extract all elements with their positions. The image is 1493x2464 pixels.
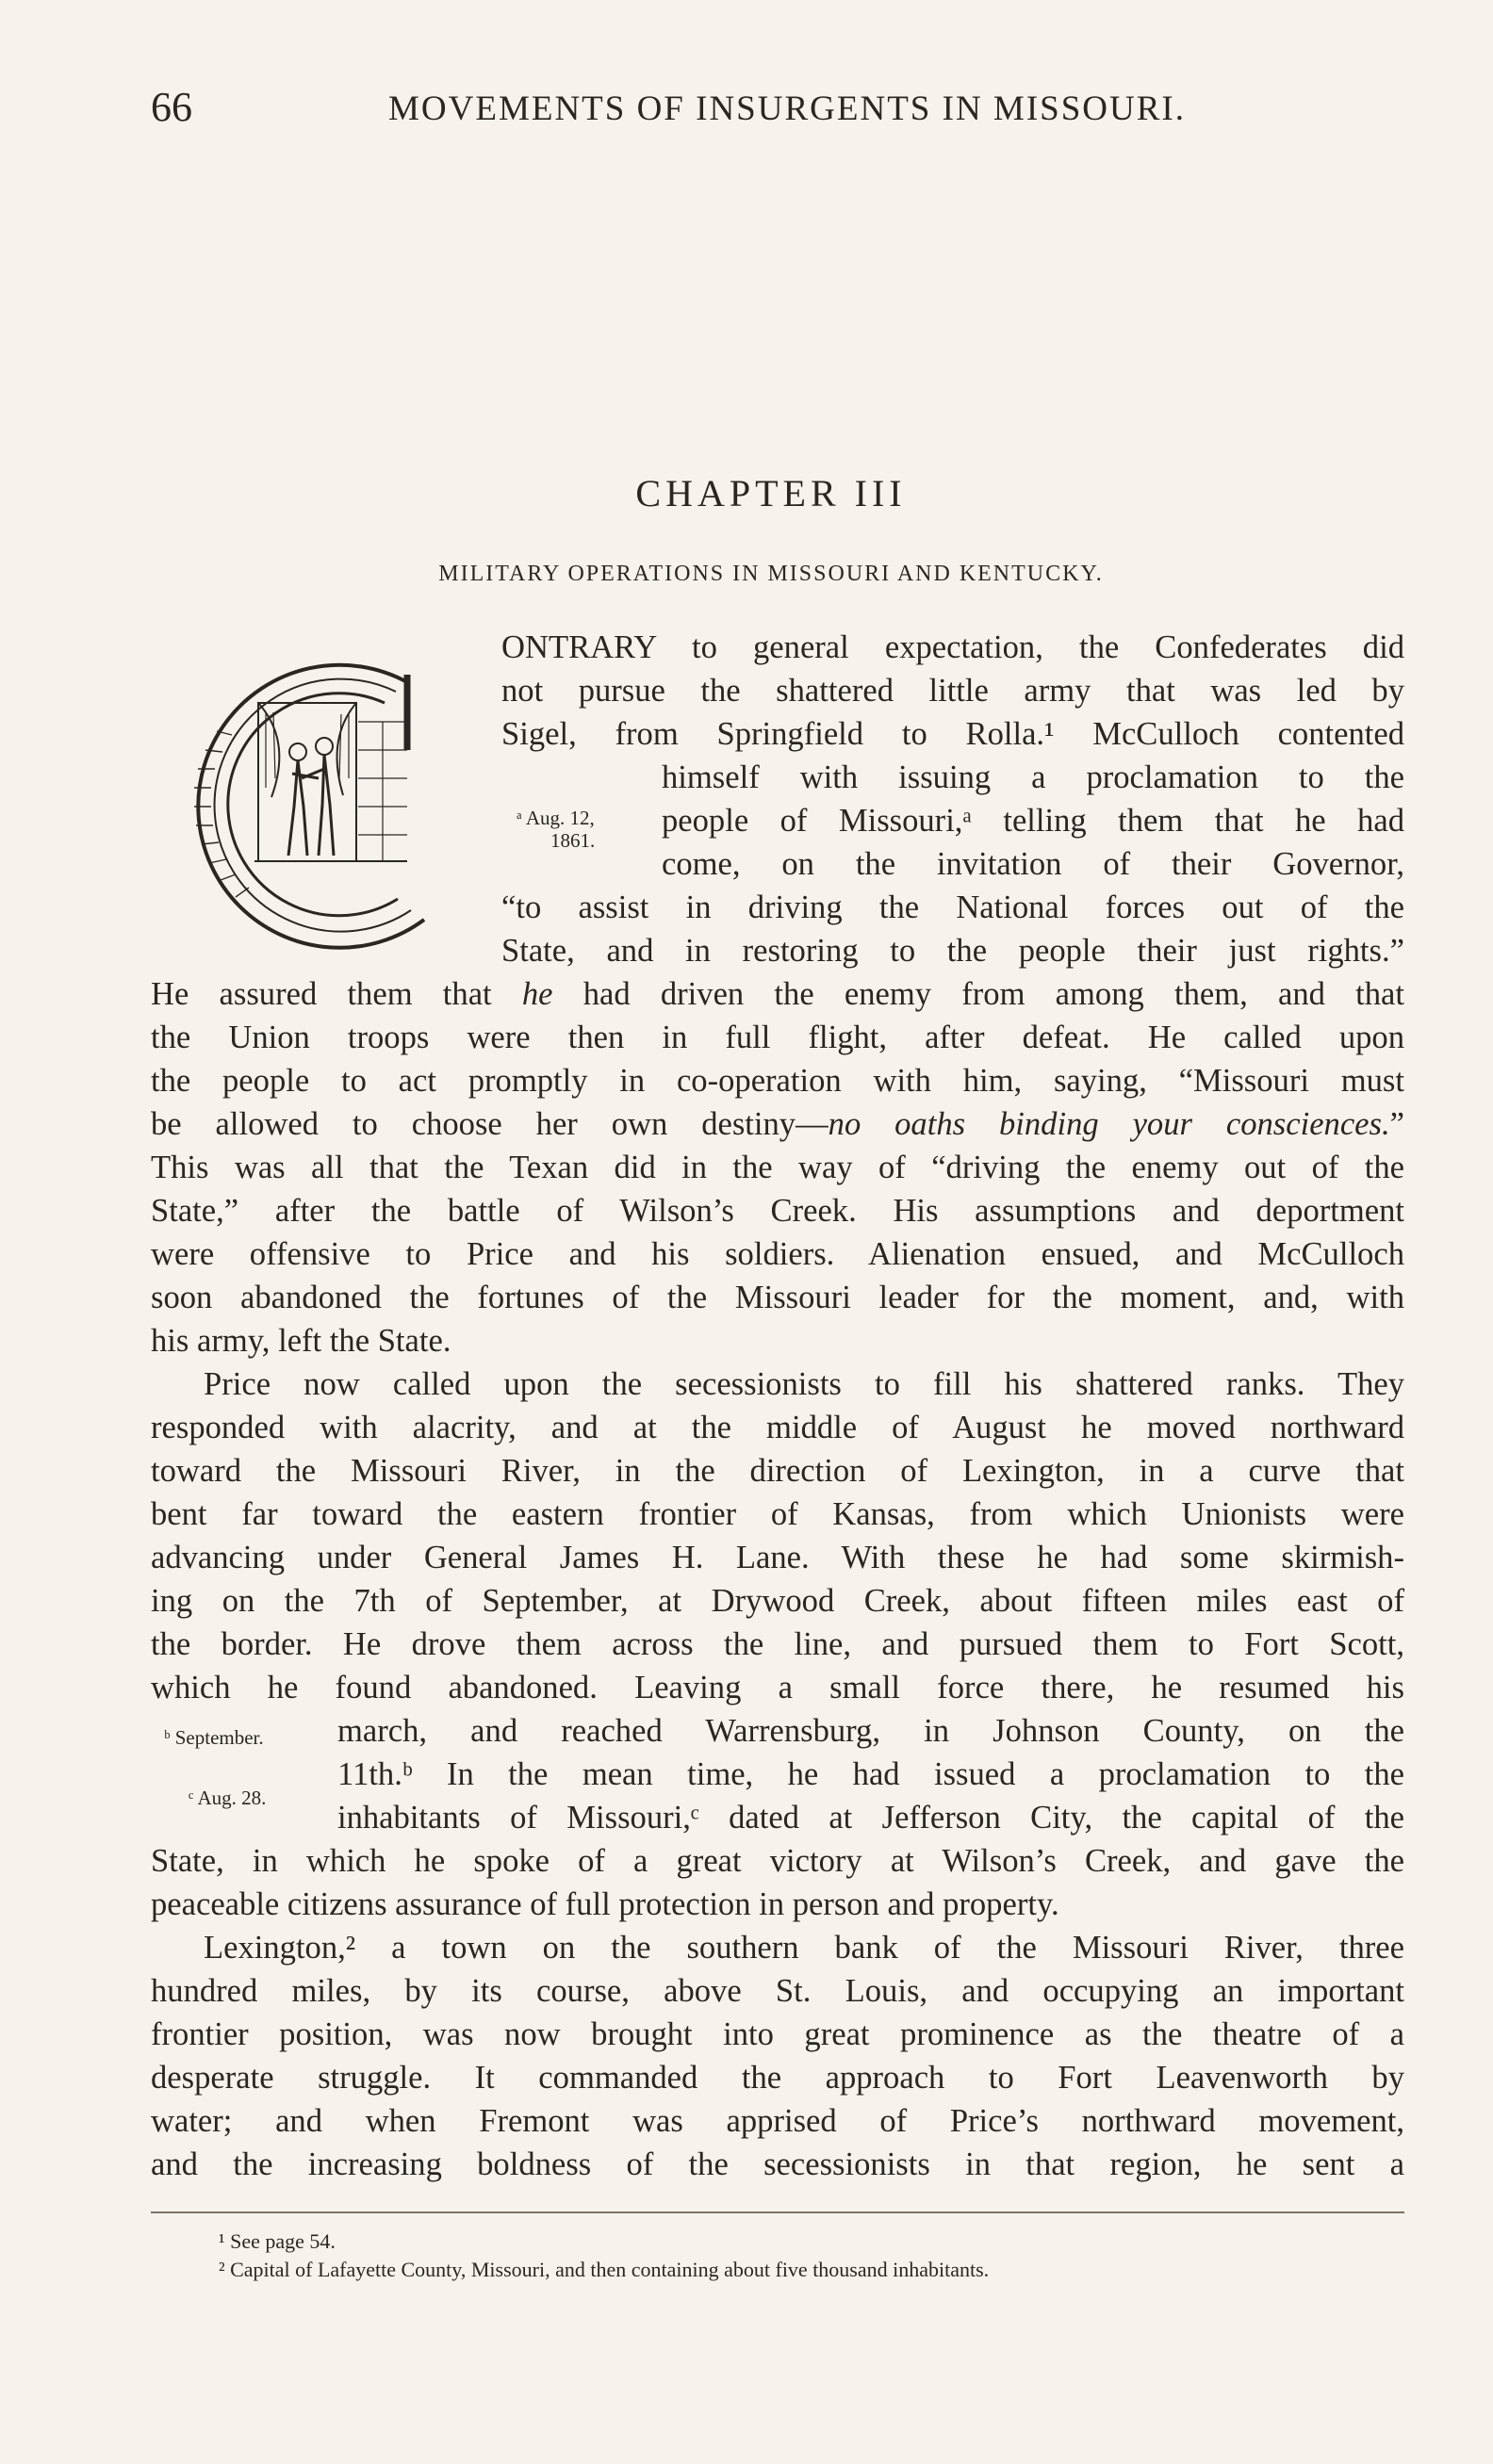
- text-line: This was all that the Texan did in the way of “driving the enemy out of the: [151, 1150, 1404, 1185]
- margin-note-date: ᶜ Aug. 28.: [189, 1787, 267, 1809]
- margin-note-year: 1861.: [550, 829, 596, 852]
- text-line: the Union troops were then in full flight, after defeat. He called upon: [151, 1020, 1404, 1055]
- text-line: his army, left the State.: [151, 1323, 451, 1359]
- footnote: ¹ See page 54.: [219, 2229, 336, 2253]
- text-line: Lexington,² a town on the southern bank of the Missouri River, three: [204, 1930, 1404, 1966]
- illustrated-initial-c-icon: [160, 637, 460, 953]
- text-line: march, and reached Warrensburg, in Johnson County, on the: [337, 1713, 1404, 1749]
- text-line: desperate struggle. It commanded the approach to Fort Leavenworth by: [151, 2060, 1404, 2096]
- text-line: State, and in restoring to the people their just rights.”: [501, 933, 1404, 969]
- text-line: and the increasing boldness of the secessionists in that region, he sent a: [151, 2146, 1404, 2182]
- text-line: water; and when Fremont was apprised of Price’s northward movement,: [151, 2103, 1404, 2139]
- text-line: himself with issuing a proclamation to the: [662, 759, 1404, 795]
- text-line: inhabitants of Missouri,ᶜ dated at Jefferson City, the capital of the: [337, 1800, 1404, 1836]
- text-line: responded with alacrity, and at the middle of August he moved northward: [151, 1410, 1404, 1445]
- text-line: bent far toward the eastern frontier of Kansas, from which Unionists were: [151, 1496, 1404, 1532]
- text-line: State, in which he spoke of a great victory at Wilson’s Creek, and gave the: [151, 1843, 1404, 1879]
- text-line: “to assist in driving the National forces out of the: [501, 889, 1404, 925]
- text-line: advancing under General James H. Lane. With these he had some skirmish-: [151, 1540, 1404, 1575]
- running-title: MOVEMENTS OF INSURGENTS IN MISSOURI.: [388, 90, 1186, 128]
- text-line: the border. He drove them across the line, and pursued them to Fort Scott,: [151, 1626, 1404, 1662]
- margin-note-date: ᵇ September.: [164, 1726, 264, 1749]
- text-line: Price now called upon the secessionists to fill his shattered ranks. They: [204, 1366, 1404, 1402]
- page-number: 66: [151, 84, 192, 130]
- text-line: be allowed to choose her own destiny—no oaths binding your consciences.”: [151, 1106, 1404, 1142]
- footnote: ² Capital of Lafayette County, Missouri, and then containing about five thousand inhabitants.: [219, 2258, 990, 2281]
- running-head: [151, 83, 1404, 139]
- text-line: ing on the 7th of September, at Drywood Creek, about fifteen miles east of: [151, 1583, 1404, 1619]
- text-line: toward the Missouri River, in the direction of Lexington, in a curve that: [151, 1453, 1404, 1489]
- margin-note-date: ᵃ Aug. 12,: [517, 807, 595, 829]
- text-line: State,” after the battle of Wilson’s Creek. His assumptions and deportment: [151, 1193, 1404, 1229]
- text-line: ONTRARY to general expectation, the Confederates did: [501, 629, 1404, 665]
- text-line: which he found abandoned. Leaving a small force there, he resumed his: [151, 1670, 1404, 1705]
- text-line: He assured them that he had driven the enemy from among them, and that: [151, 976, 1404, 1012]
- text-line: people of Missouri,ᵃ telling them that he had: [662, 803, 1404, 839]
- text-line: peaceable citizens assurance of full protection in person and property.: [151, 1886, 1059, 1922]
- text-line: were offensive to Price and his soldiers. Alienation ensued, and McCulloch: [151, 1236, 1404, 1272]
- text-line: the people to act promptly in co-operation with him, saying, “Missouri must: [151, 1063, 1404, 1099]
- text-line: not pursue the shattered little army that was led by: [501, 673, 1404, 709]
- text-line: soon abandoned the fortunes of the Missouri leader for the moment, and, with: [151, 1280, 1404, 1315]
- chapter-title: CHAPTER III: [635, 472, 907, 514]
- text-line: come, on the invitation of their Governor,: [662, 846, 1404, 882]
- footnote-rule: [151, 2211, 1404, 2213]
- text-line: 11th.ᵇ In the mean time, he had issued a proclamation to the: [337, 1756, 1404, 1792]
- text-line: Sigel, from Springfield to Rolla.¹ McCulloch contented: [501, 716, 1404, 752]
- text-line: frontier position, was now brought into great prominence as the theatre of a: [151, 2016, 1404, 2052]
- text-line: hundred miles, by its course, above St. Louis, and occupying an important: [151, 1973, 1404, 2009]
- chapter-subtitle: MILITARY OPERATIONS IN MISSOURI AND KENTUCKY.: [438, 562, 1104, 586]
